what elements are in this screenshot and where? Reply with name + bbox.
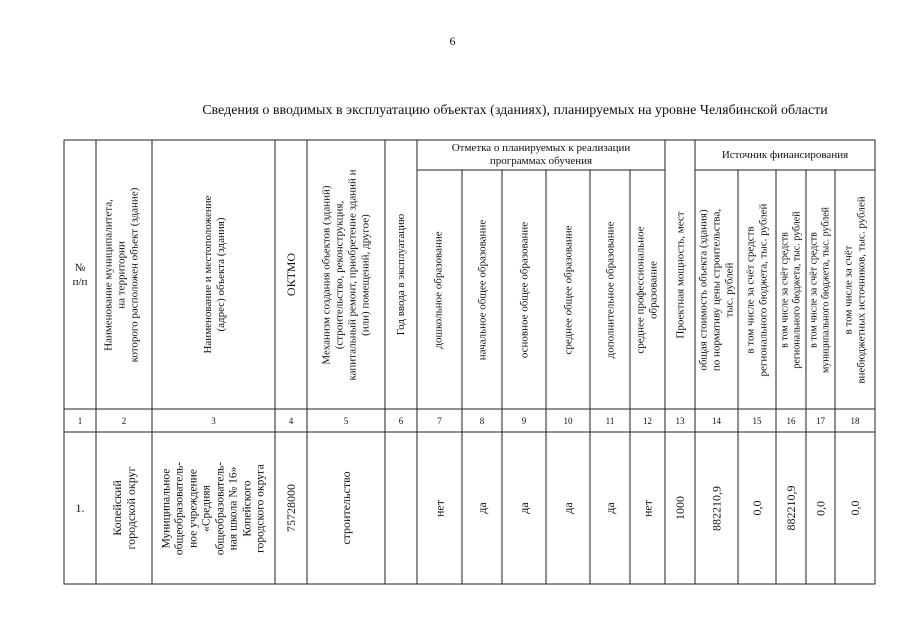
header-regional-budget-1: в том числе за счёт средств регионального бюджета, тыс. рублей bbox=[744, 203, 769, 376]
header-mechanism: Механизм создания объектов (зданий) (строительство, реконструкция, капитальный ремонт, приобретение зданий и (или) помещений, другое) bbox=[320, 169, 371, 381]
header-capacity: Проектная мощность, мест bbox=[673, 210, 686, 339]
cell-mechanism: строительство bbox=[338, 471, 353, 545]
cell-object-name: Муниципальное общеобразователь- ное учреждение «Средняя общеобразователь- ная школа № 16» Копейского городского округа bbox=[159, 461, 266, 555]
header-municipal-budget: в том числе за счёт средств муниципального бюджета, тыс. рублей bbox=[808, 206, 832, 373]
cell-oktmo: 75728000 bbox=[283, 484, 298, 532]
header-vocational: среднее профессиональное образование bbox=[634, 225, 660, 354]
column-number: 15 bbox=[752, 415, 762, 426]
column-number: 13 bbox=[675, 415, 685, 426]
cell-regional-budget-2: 882210,9 bbox=[783, 485, 798, 531]
column-number: 8 bbox=[479, 415, 485, 426]
cell-preschool: нет bbox=[432, 499, 446, 517]
header-secondary: среднее общее образование bbox=[561, 224, 574, 355]
column-number: 10 bbox=[563, 415, 573, 426]
cell-capacity: 1000 bbox=[672, 496, 687, 520]
cell-total-cost: 882210,9 bbox=[709, 485, 723, 531]
header-number: № п/п bbox=[72, 261, 88, 288]
header-commission-year: Год ввода в эксплуатацию bbox=[394, 213, 407, 336]
column-number: 4 bbox=[288, 415, 294, 426]
column-number: 1 bbox=[77, 415, 83, 426]
column-number: 9 bbox=[521, 415, 527, 426]
header-programs-group: Отметка о планируемых к реализации программах обучения bbox=[451, 142, 631, 167]
header-preschool: дошкольное образование bbox=[432, 230, 444, 349]
header-total-cost: общая стоимость объекта (здания) по нормативу цены строительства, тыс. рублей bbox=[697, 208, 735, 371]
header-regional-budget-2: в том числе за счёт средств регионального бюджета, тыс. рублей bbox=[779, 210, 802, 369]
page-number: 6 bbox=[449, 34, 456, 48]
column-number: 17 bbox=[816, 415, 825, 426]
header-object-name: Наименование и местоположение (адрес) объекта (здания) bbox=[201, 195, 226, 354]
column-number: 3 bbox=[211, 415, 216, 426]
column-number: 7 bbox=[437, 415, 442, 426]
column-number: 6 bbox=[398, 415, 404, 426]
column-number: 12 bbox=[643, 415, 652, 426]
cell-municipality: Копейский городской округ bbox=[110, 466, 138, 550]
row-number: 1. bbox=[75, 500, 85, 515]
cell-additional: да bbox=[602, 502, 617, 514]
header-oktmo: ОКТМО bbox=[283, 252, 298, 297]
cell-extrabudgetary: 0,0 bbox=[847, 500, 862, 516]
header-municipality: Наименование муниципалитета, на территории которого расположен объект (здание) bbox=[101, 187, 140, 362]
cell-basic: да bbox=[516, 502, 531, 514]
column-number: 2 bbox=[121, 415, 127, 426]
cell-municipal-budget: 0,0 bbox=[813, 500, 827, 516]
header-primary: начальное общее образование bbox=[475, 219, 488, 360]
column-number: 11 bbox=[605, 415, 615, 426]
column-number: 18 bbox=[850, 415, 860, 426]
cell-primary: да bbox=[474, 502, 489, 514]
cell-vocational: нет bbox=[640, 499, 654, 517]
header-extrabudgetary: в том числе за счёт внебюджетных источников, тыс. рублей bbox=[842, 195, 867, 384]
cell-regional-budget-1: 0,0 bbox=[749, 500, 764, 516]
header-finance-group: Источник финансирования bbox=[721, 149, 849, 161]
header-additional: дополнительное образование bbox=[603, 221, 616, 358]
header-basic: основное общее образование bbox=[517, 221, 530, 358]
column-number: 5 bbox=[343, 415, 349, 426]
document-title: Сведения о вводимых в эксплуатацию объектах (зданиях), планируемых на уровне Челябинской области bbox=[202, 103, 828, 118]
cell-secondary: да bbox=[560, 502, 575, 514]
cell-commission-year bbox=[385, 432, 417, 584]
column-number: 14 bbox=[712, 415, 721, 426]
column-number: 16 bbox=[786, 415, 796, 426]
